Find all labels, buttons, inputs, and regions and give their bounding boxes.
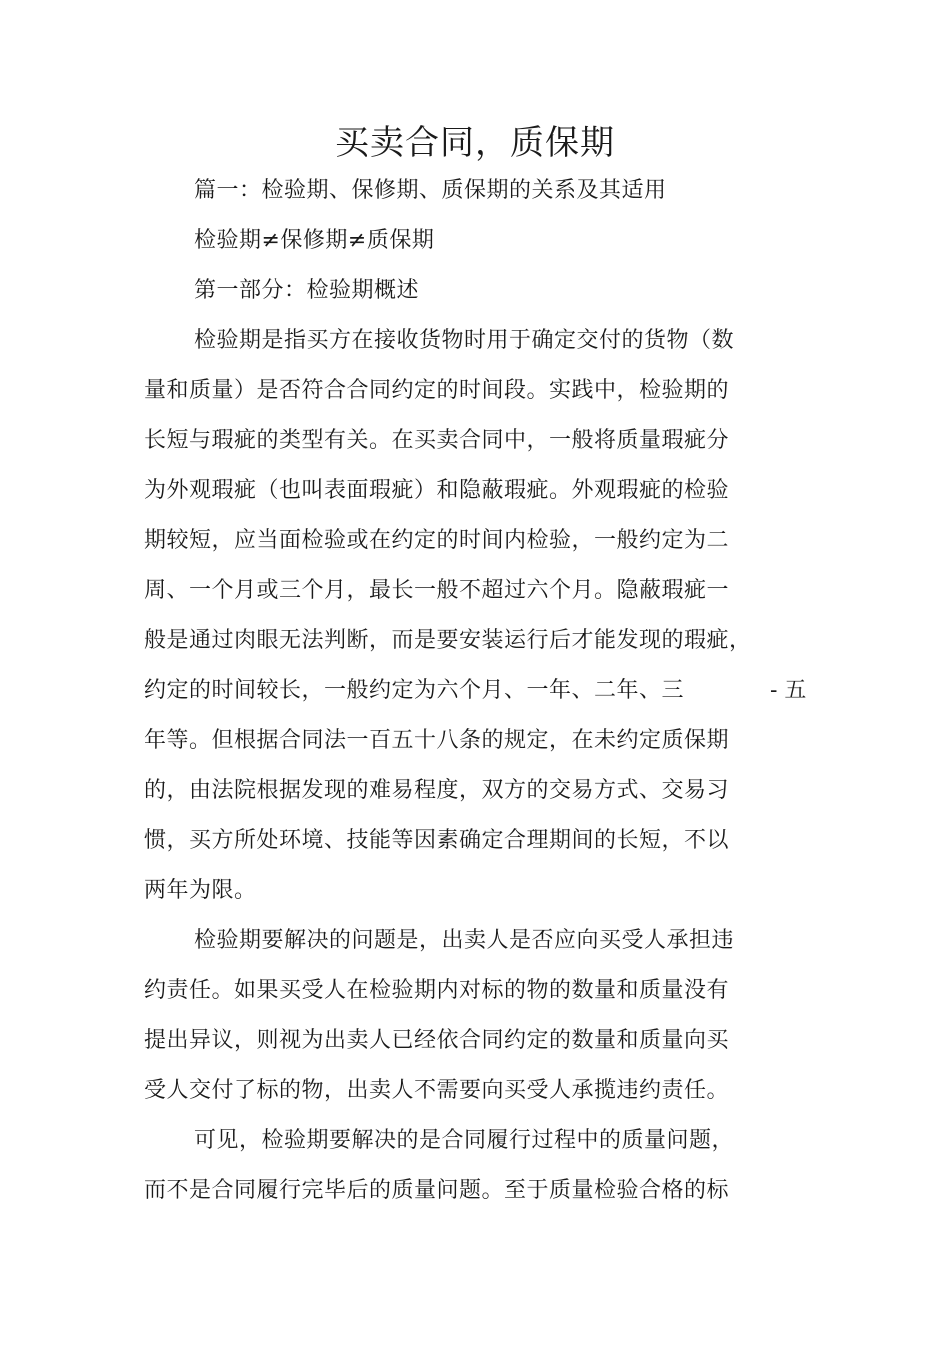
margin-note: - 五: [770, 678, 807, 703]
document-title: 买卖合同，质保期: [335, 123, 615, 163]
paragraph-line: 期较短，应当面检验或在约定的时间内检验，一般约定为二: [144, 528, 730, 553]
paragraph-line: 长短与瑕疵的类型有关。在买卖合同中，一般将质量瑕疵分: [144, 428, 730, 453]
paragraph-line: 提出异议，则视为出卖人已经依合同约定的数量和质量向买: [144, 1028, 730, 1053]
paragraph-line: 周、一个月或三个月，最长一般不超过六个月。隐蔽瑕疵一: [144, 578, 730, 603]
paragraph-line: 检验期要解决的问题是，出卖人是否应向买受人承担违: [194, 928, 735, 953]
paragraph-line: 约定的时间较长，一般约定为六个月、一年、二年、三: [144, 678, 685, 703]
heading-comparison: 检验期≠保修期≠质保期: [194, 228, 435, 253]
paragraph-line: 约责任。如果买受人在检验期内对标的物的数量和质量没有: [144, 978, 730, 1003]
paragraph-line: 两年为限。: [144, 878, 257, 903]
heading-part-one: 篇一：检验期、保修期、质保期的关系及其适用: [194, 178, 667, 203]
paragraph-line: 量和质量）是否符合合同约定的时间段。实践中，检验期的: [144, 378, 730, 403]
paragraph-line: 检验期是指买方在接收货物时用于确定交付的货物（数: [194, 328, 735, 353]
paragraph-line: 为外观瑕疵（也叫表面瑕疵）和隐蔽瑕疵。外观瑕疵的检验: [144, 478, 730, 503]
paragraph-line: 惯，买方所处环境、技能等因素确定合理期间的长短，不以: [144, 828, 730, 853]
paragraph-line: 可见，检验期要解决的是合同履行过程中的质量问题，: [194, 1128, 735, 1153]
paragraph-line: 般是通过肉眼无法判断，而是要安装运行后才能发现的瑕疵，: [144, 628, 752, 653]
paragraph-line: 年等。但根据合同法一百五十八条的规定，在未约定质保期: [144, 728, 730, 753]
heading-section-one: 第一部分：检验期概述: [194, 278, 420, 303]
paragraph-line: 受人交付了标的物，出卖人不需要向买受人承揽违约责任。: [144, 1078, 730, 1103]
paragraph-line: 的，由法院根据发现的难易程度，双方的交易方式、交易习: [144, 778, 730, 803]
paragraph-line: 而不是合同履行完毕后的质量问题。至于质量检验合格的标: [144, 1178, 730, 1203]
